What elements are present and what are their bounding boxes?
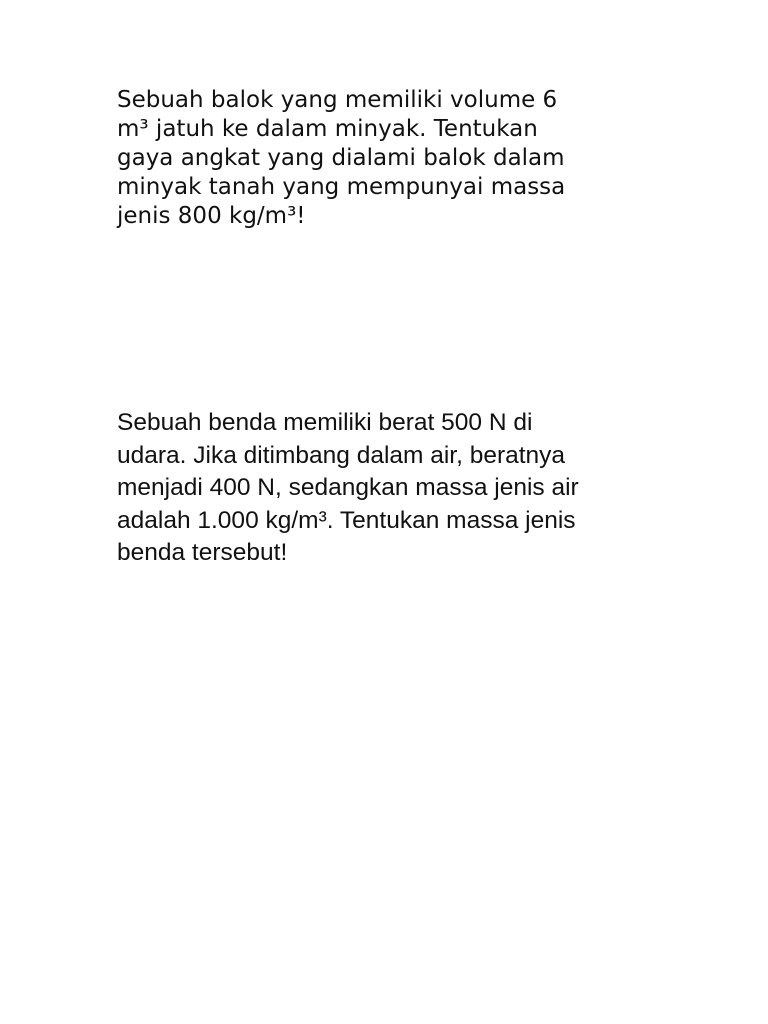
- paragraph-line: udara. Jika ditimbang dalam air, beratnya: [117, 441, 566, 469]
- paragraph-line: benda tersebut!: [117, 539, 288, 566]
- paragraph-line: jenis 800 kg/m³!: [117, 203, 306, 229]
- paragraph-line: Sebuah balok yang memiliki volume 6: [117, 87, 558, 113]
- question-paragraph-2: [117, 407, 657, 570]
- paragraph-line: gaya angkat yang dialami balok dalam: [117, 145, 565, 171]
- paragraph-line: Sebuah benda memiliki berat 500 N di: [117, 409, 533, 436]
- paragraph-line: adalah 1.000 kg/m³. Tentukan massa jenis: [117, 506, 576, 534]
- paragraph-line: minyak tanah yang mempunyai massa: [117, 174, 566, 200]
- question-paragraph-1: [117, 86, 657, 231]
- paragraph-line: menjadi 400 N, sedangkan massa jenis air: [117, 474, 579, 501]
- paragraph-line: m³ jatuh ke dalam minyak. Tentukan: [117, 116, 538, 142]
